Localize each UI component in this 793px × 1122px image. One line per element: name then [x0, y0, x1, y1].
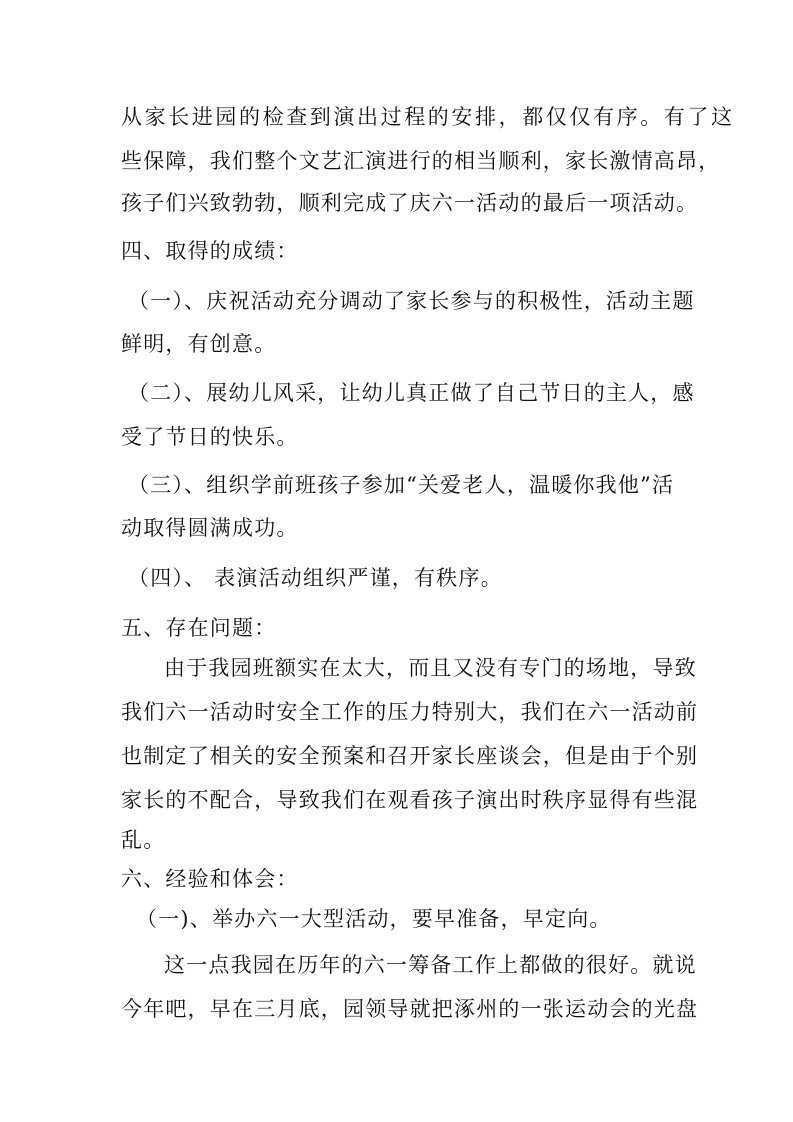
- paragraph-line: 今年吧，早在三月底，园领导就把涿州的一张运动会的光盘: [121, 997, 699, 1021]
- paragraph-line: （一)、举办六一大型活动，要早准备，早定向。: [136, 907, 612, 931]
- paragraph-line: 从家长进园的检查到演出过程的安排，都仅仅有序。有了这: [121, 105, 735, 129]
- paragraph-line: 孩子们兴致勃勃，顺利完成了庆六一活动的最后一项活动。: [121, 191, 699, 215]
- paragraph-line: 由于我园班额实在太大，而且又没有专门的场地，导致: [164, 656, 697, 680]
- paragraph-line: 家长的不配合，导致我们在观看孩子演出时秩序显得有些混: [121, 788, 699, 812]
- paragraph-line: 动取得圆满成功。: [121, 516, 299, 540]
- paragraph-line: （一）、庆祝活动充分调动了家长参与的积极性，活动主题: [128, 289, 695, 313]
- paragraph-line: 些保障，我们整个文艺汇演进行的相当顺利，家长激情高昂，: [121, 149, 721, 173]
- paragraph-line: 我们六一活动时安全工作的压力特别大，我们在六一活动前: [121, 700, 699, 724]
- paragraph-line: 这一点我园在历年的六一筹备工作上都做的很好。就说: [164, 953, 697, 977]
- section-heading: 四、取得的成绩：: [121, 239, 299, 263]
- paragraph-line: （四）、 表演活动组织严谨，有秩序。: [128, 566, 503, 590]
- section-heading: 六、经验和体会：: [121, 867, 299, 891]
- paragraph-line: （二）、展幼儿风采，让幼儿真正做了自己节日的主人，感: [128, 381, 695, 405]
- paragraph-line: 鲜明，有创意。: [121, 332, 277, 356]
- paragraph-line: 乱。: [121, 828, 166, 852]
- section-heading: 五、存在问题：: [121, 616, 277, 640]
- paragraph-line: （三）、组织学前班孩子参加“关爱老人，温暖你我他”活: [128, 473, 675, 497]
- paragraph-line: 也制定了相关的安全预案和召开家长座谈会，但是由于个别: [121, 744, 699, 768]
- paragraph-line: 受了节日的快乐。: [121, 425, 299, 449]
